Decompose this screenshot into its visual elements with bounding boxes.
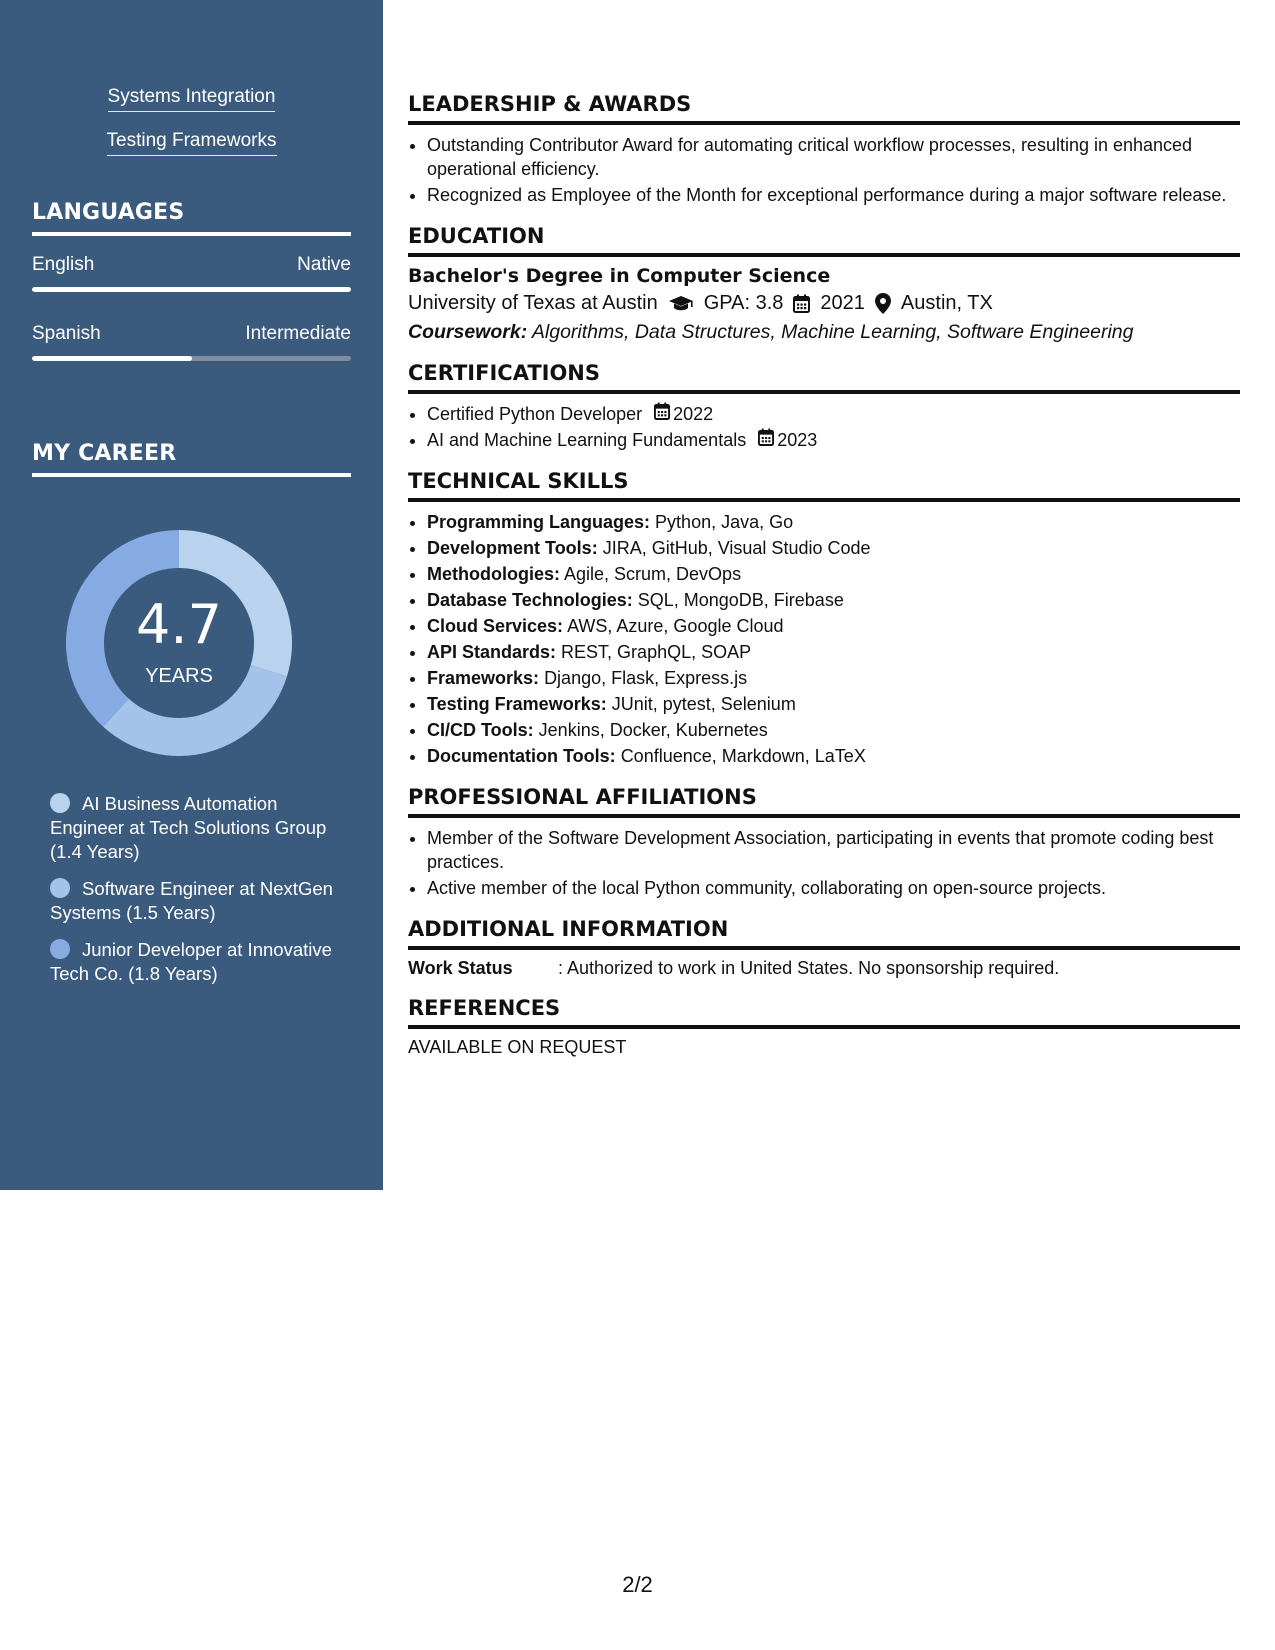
coursework-line — [408, 321, 1240, 344]
work-status-row — [408, 958, 1240, 979]
skill-label: Database Technologies: — [427, 590, 633, 610]
career-legend — [50, 792, 340, 999]
degree-title: Bachelor's Degree in Computer Science — [408, 265, 831, 287]
skill-item — [427, 718, 1240, 742]
career-total-value: 4.7 — [136, 593, 222, 656]
calendar-icon — [758, 428, 774, 452]
education-details — [408, 292, 1240, 315]
section-title: PROFESSIONAL AFFILIATIONS — [408, 785, 1240, 818]
additional-info-section — [408, 917, 1240, 979]
coursework-list: Algorithms, Data Structures, Machine Learning, Software Engineering — [531, 321, 1134, 343]
certification-item — [427, 402, 1240, 426]
list-item: • Member of the Software Development Association, participating in events that promote coding best practices. — [427, 826, 1240, 874]
skill-item — [427, 588, 1240, 612]
skill-item — [427, 744, 1240, 768]
page-number: 2/2 — [622, 1572, 653, 1597]
skill-value: Confluence, Markdown, LaTeX — [620, 746, 866, 766]
language-proficiency-fill — [32, 356, 192, 361]
skill-item — [427, 614, 1240, 638]
skill-label: API Standards: — [427, 642, 557, 662]
legend-dot-icon — [50, 878, 70, 898]
skill-item — [427, 692, 1240, 716]
skill-value: AWS, Azure, Google Cloud — [567, 616, 784, 636]
list-item: • Recognized as Employee of the Month for exceptional performance during a major software release. — [427, 183, 1240, 207]
skill-value: Agile, Scrum, DevOps — [564, 564, 742, 584]
skill-value: JUnit, pytest, Selenium — [611, 694, 796, 714]
career-heading: MY CAREER — [32, 441, 351, 477]
language-proficiency-bar — [32, 356, 351, 361]
section-title: ADDITIONAL INFORMATION — [408, 917, 1240, 950]
skill-value: REST, GraphQL, SOAP — [561, 642, 752, 662]
certification-year: 2023 — [777, 430, 818, 450]
language-item-english — [32, 254, 351, 292]
skill-value: Python, Java, Go — [655, 512, 794, 532]
references-section — [408, 996, 1240, 1058]
education-section — [408, 224, 1240, 344]
certification-item — [427, 428, 1240, 452]
calendar-icon — [654, 402, 670, 426]
references-text: AVAILABLE ON REQUEST — [408, 1037, 627, 1057]
career-role-text: Junior Developer at Innovative Tech Co. (1.8 Years) — [50, 939, 332, 984]
languages-heading: LANGUAGES — [32, 200, 351, 236]
affiliations-section — [408, 785, 1240, 900]
section-title: EDUCATION — [408, 224, 1240, 257]
skill-label: Cloud Services: — [427, 616, 564, 636]
work-status-value: : Authorized to work in United States. No sponsorship required. — [558, 958, 1060, 978]
skill-item — [427, 666, 1240, 690]
skill-value: JIRA, GitHub, Visual Studio Code — [602, 538, 871, 558]
skill-value: SQL, MongoDB, Firebase — [637, 590, 844, 610]
career-total-unit: YEARS — [145, 665, 213, 687]
language-name: Spanish — [32, 323, 101, 344]
skill-label: Programming Languages: — [427, 512, 651, 532]
legend-dot-icon — [50, 939, 70, 959]
graduation-cap-icon — [668, 295, 694, 313]
language-level: Native — [297, 254, 351, 275]
certification-name: • Certified Python Developer — [427, 404, 643, 424]
skill-item: Testing Frameworks — [107, 130, 277, 156]
leadership-section — [408, 92, 1240, 207]
certifications-section — [408, 361, 1240, 452]
language-item-spanish — [32, 323, 351, 361]
technical-skills-section — [408, 469, 1240, 768]
language-name: English — [32, 254, 95, 275]
legend-dot-icon — [50, 793, 70, 813]
list-item: • Outstanding Contributor Award for automating critical workflow processes, resulting in enhanced operational efficiency. — [427, 133, 1240, 181]
career-donut-chart — [66, 530, 292, 756]
main-content — [408, 92, 1240, 1075]
school-location: Austin, TX — [900, 292, 993, 314]
skill-item — [427, 640, 1240, 664]
skill-label: CI/CD Tools: — [427, 720, 534, 740]
language-level: Intermediate — [245, 323, 351, 344]
skill-item — [427, 510, 1240, 534]
career-legend-item — [50, 792, 340, 864]
section-title: TECHNICAL SKILLS — [408, 469, 1240, 502]
section-title: LEADERSHIP & AWARDS — [408, 92, 1240, 125]
certification-name: • AI and Machine Learning Fundamentals — [427, 430, 747, 450]
section-title: REFERENCES — [408, 996, 1240, 1029]
skill-value: Jenkins, Docker, Kubernetes — [538, 720, 768, 740]
graduation-year: 2021 — [820, 292, 865, 314]
career-role-text: AI Business Automation Engineer at Tech Solutions Group (1.4 Years) — [50, 793, 327, 862]
career-legend-item — [50, 877, 340, 925]
work-status-label: Work Status — [408, 958, 513, 978]
sidebar — [0, 0, 383, 1190]
school-name: University of Texas at Austin — [408, 292, 658, 314]
location-pin-icon — [875, 293, 891, 314]
skill-item — [427, 536, 1240, 560]
language-proficiency-bar — [32, 287, 351, 292]
skill-label: Development Tools: — [427, 538, 598, 558]
skills-list-tail — [0, 86, 383, 174]
section-title: CERTIFICATIONS — [408, 361, 1240, 394]
skill-label: Frameworks: — [427, 668, 540, 688]
gpa: GPA: 3.8 — [703, 292, 784, 314]
list-item: • Active member of the local Python community, collaborating on open-source projects. — [427, 876, 1240, 900]
skill-label: Testing Frameworks: — [427, 694, 607, 714]
skill-label: Methodologies: — [427, 564, 560, 584]
skill-label: Documentation Tools: — [427, 746, 616, 766]
language-proficiency-fill — [32, 287, 351, 292]
skill-item — [427, 562, 1240, 586]
certification-year: 2022 — [673, 404, 714, 424]
career-legend-item — [50, 938, 340, 986]
skill-value: Django, Flask, Express.js — [544, 668, 748, 688]
calendar-icon — [793, 294, 810, 313]
career-role-text: Software Engineer at NextGen Systems (1.5 Years) — [50, 878, 333, 923]
coursework-label: Coursework: — [408, 321, 528, 343]
skill-item: Systems Integration — [108, 86, 276, 112]
